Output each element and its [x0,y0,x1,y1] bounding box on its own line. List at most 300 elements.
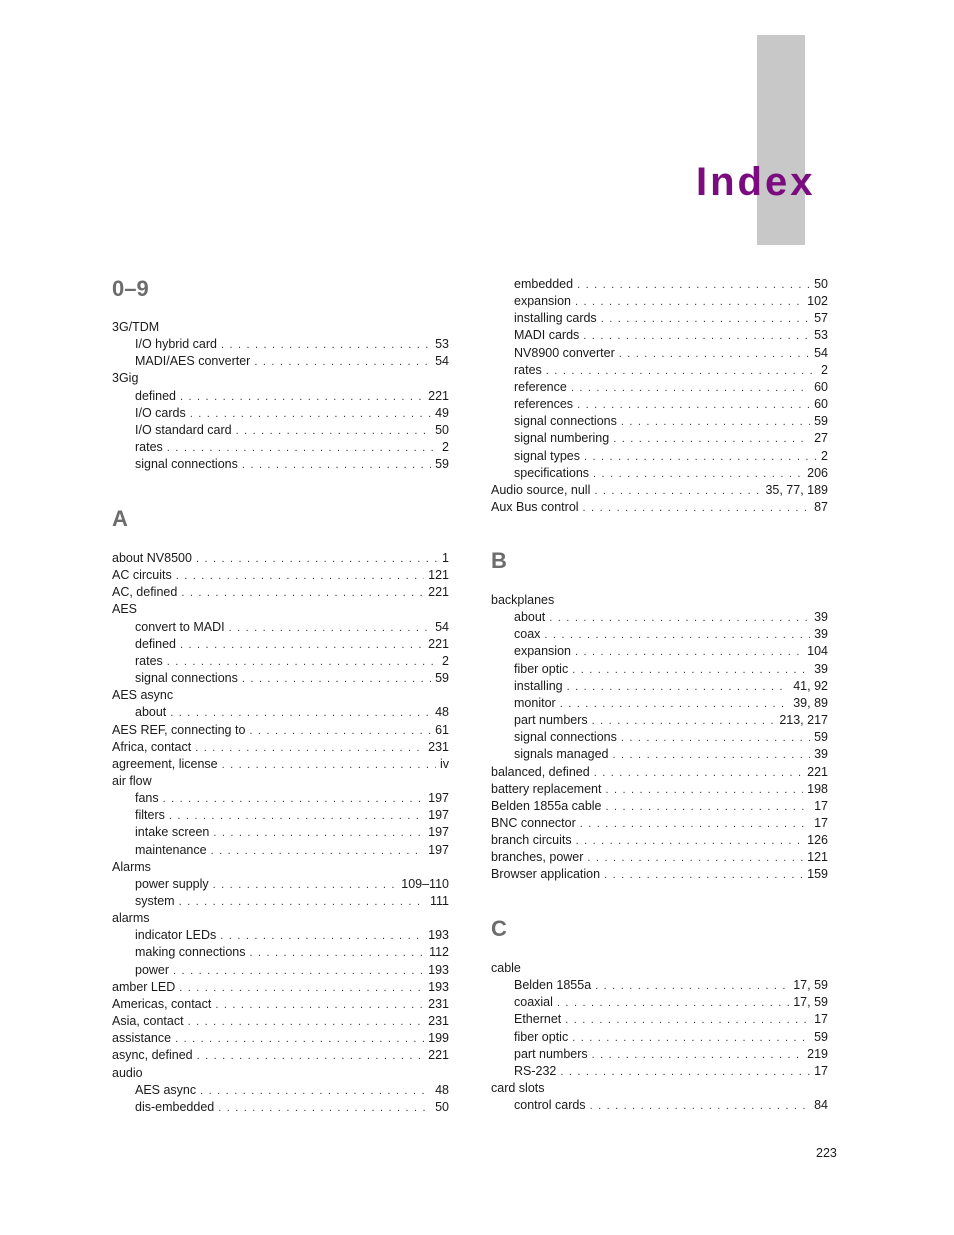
index-entry [491,815,828,832]
dot-leader [221,337,431,354]
index-term: Belden 1855a cable [491,798,602,813]
index-page-ref[interactable]: 193 [428,979,449,994]
index-page-ref[interactable]: 221 [428,585,449,600]
index-subentry [135,388,449,405]
index-term: battery replacement [491,781,602,796]
index-subentry [135,456,449,473]
section-heading-c: C [491,916,507,941]
dot-leader [173,963,424,980]
dot-leader [179,980,424,997]
index-term: Alarms [112,859,151,874]
index-subentry [135,336,449,353]
index-page-ref[interactable]: 27 [814,431,828,446]
index-subentry [135,807,449,824]
index-subentry [514,413,828,430]
index-term: fans [135,791,159,806]
index-page-ref[interactable]: 221 [428,1048,449,1063]
index-subentry [514,643,828,660]
index-page-ref[interactable]: 39 [814,610,828,625]
dot-leader [593,466,803,483]
dot-leader [595,978,789,995]
index-term: branch circuits [491,833,572,848]
dot-leader [213,877,398,894]
index-subentry [135,842,449,859]
index-entry [491,798,828,815]
dot-leader [592,1047,803,1064]
dot-leader [621,730,810,747]
index-page-ref[interactable]: 84 [814,1098,828,1113]
index-term: AES [112,602,138,617]
dot-leader [577,277,810,294]
index-page-ref[interactable]: 49 [435,405,449,420]
dot-leader [180,637,424,654]
index-page-ref[interactable]: 41, 92 [793,678,828,693]
index-subentry [135,653,449,670]
index-page-ref[interactable]: 60 [814,379,828,394]
index-term: reference [514,379,567,394]
index-term: about NV8500 [112,551,192,565]
index-subentry [135,619,449,636]
index-page-ref[interactable]: 48 [435,705,449,720]
index-term: MADI cards [514,328,580,343]
dot-leader [218,1100,431,1117]
index-page-ref[interactable]: 35, 77, 189 [765,482,828,497]
index-term: Audio source, null [491,482,591,497]
index-page-ref[interactable]: 17 [814,1063,828,1078]
dot-leader [222,757,436,774]
dot-leader [249,945,425,962]
index-entry [112,319,449,336]
index-entry [112,1030,449,1047]
index-subentry [514,396,828,413]
index-page-ref[interactable]: 17 [814,798,828,813]
index-page-ref[interactable]: 2 [442,440,449,455]
index-term: signal connections [514,730,617,745]
index-page-ref[interactable]: 17 [814,1012,828,1027]
dot-leader [557,995,789,1012]
index-page-ref[interactable]: 57 [814,311,828,326]
index-subentry [135,790,449,807]
dot-leader [163,791,425,808]
index-page-ref[interactable]: 126 [807,833,828,848]
index-term: control cards [514,1098,586,1113]
dot-leader [215,997,424,1014]
dot-leader [169,808,424,825]
index-page-ref[interactable]: 17, 59 [793,995,828,1010]
index-page-ref[interactable]: 48 [435,1082,449,1097]
dot-leader [605,782,803,799]
index-term: fiber optic [514,661,569,676]
index-subentry [514,746,828,763]
index-term: indicator LEDs [135,928,217,943]
index-page-ref[interactable]: 159 [807,867,828,882]
index-page-ref[interactable]: 112 [429,945,449,960]
index-page-ref[interactable]: 17 [814,815,828,830]
index-subentry [135,636,449,653]
index-term: signal connections [135,671,238,686]
index-page-ref[interactable]: 87 [814,499,828,514]
index-page-ref[interactable]: 104 [807,644,828,659]
section-heading-0-9: 0–9 [112,276,149,301]
index-page-ref[interactable]: 53 [814,328,828,343]
index-term: signal types [514,448,581,463]
index-subentry [514,661,828,678]
index-subentry [514,695,828,712]
index-term: rates [135,653,163,668]
index-entry [491,499,828,516]
index-term: part numbers [514,1046,588,1061]
index-term: Aux Bus control [491,499,579,514]
index-entry [491,832,828,849]
dot-leader [188,1014,425,1031]
index-subentry [135,824,449,841]
index-subentry [514,977,828,994]
index-subentry [135,1082,449,1099]
index-term: AES async [135,1082,197,1097]
index-page-ref[interactable]: 219 [807,1046,828,1061]
index-term: 3Gig [112,371,139,386]
index-subentry [514,712,828,729]
index-subentry [514,1063,828,1080]
dot-leader [190,406,431,423]
dot-leader [211,843,425,860]
index-page-ref[interactable]: 39 [814,627,828,642]
index-term: filters [135,808,165,823]
index-term: amber LED [112,979,176,994]
dot-leader [572,1030,810,1047]
dot-leader [170,705,431,722]
index-page-ref[interactable]: 197 [428,825,449,840]
index-term: Browser application [491,867,601,882]
index-page-ref[interactable]: 50 [435,422,449,437]
index-subentry [135,1099,449,1116]
index-page-ref[interactable]: 121 [807,850,828,865]
dot-leader [592,713,776,730]
index-term: expansion [514,294,571,309]
dot-leader [197,1048,425,1065]
dot-leader [544,627,810,644]
dot-leader [546,363,817,380]
index-term: AC circuits [112,568,172,583]
index-term: monitor [514,695,556,710]
index-subentry [514,626,828,643]
index-page-ref[interactable]: 102 [807,294,828,309]
index-subentry [514,994,828,1011]
index-subentry [514,293,828,310]
dot-leader [195,740,424,757]
dot-leader [565,1012,810,1029]
index-term: coaxial [514,995,553,1010]
index-subentry [514,609,828,626]
dot-leader [621,414,810,431]
index-page-ref[interactable]: 109–110 [401,876,449,891]
index-subentry [514,678,828,695]
index-entry [491,781,828,798]
index-term: I/O standard card [135,422,232,437]
index-entry [112,910,449,927]
index-page-ref[interactable]: 59 [814,730,828,745]
index-term: system [135,894,175,908]
index-term: power [135,962,170,977]
index-page-ref[interactable]: 39 [814,661,828,676]
index-page-ref[interactable]: 50 [435,1099,449,1114]
index-subentry [514,327,828,344]
index-entry [112,567,449,584]
index-page-ref[interactable]: 231 [428,996,449,1011]
dot-leader [213,825,424,842]
index-entry [112,859,449,876]
index-term: 3G/TDM [112,320,160,334]
index-page-ref[interactable]: 231 [428,1014,449,1029]
index-term: rates [135,440,163,455]
index-page-ref[interactable]: 59 [435,671,449,686]
index-subentry [514,362,828,379]
index-subentry [514,448,828,465]
index-page-ref[interactable]: 231 [428,739,449,754]
index-term: backplanes [491,593,555,607]
index-term: installing [514,678,563,693]
index-term: air flow [112,773,152,788]
index-subentry [514,1046,828,1063]
dot-leader [571,380,810,397]
index-subentry [514,430,828,447]
index-term: fiber optic [514,1029,569,1044]
dot-leader [236,423,432,440]
index-subentry [514,1097,828,1114]
index-term: assistance [112,1031,172,1046]
dot-leader [606,799,811,816]
dot-leader [180,389,424,406]
index-term: card slots [491,1081,545,1096]
dot-leader [594,765,803,782]
page-title: Index [696,160,816,204]
dot-leader [575,644,803,661]
dot-leader [613,747,811,764]
dot-leader [229,620,431,637]
index-term: AES async [112,688,174,703]
index-term: Africa, contact [112,739,192,754]
index-page-ref[interactable]: 111 [429,894,449,908]
dot-leader [254,354,431,371]
index-entry [112,687,449,704]
index-entry [112,601,449,618]
index-entry [491,482,828,499]
index-entry [112,979,449,996]
index-page-ref[interactable]: 197 [428,842,449,857]
index-term: about [135,705,167,720]
index-subentry [514,276,828,293]
index-page-ref[interactable]: 2 [821,448,828,463]
index-page-ref[interactable]: 221 [428,388,449,403]
dot-leader [590,1098,811,1115]
index-term: expansion [514,644,571,659]
index-term: signal numbering [514,431,610,446]
index-page-ref[interactable]: 1 [442,551,449,565]
dot-leader [576,833,804,850]
index-subentry [135,876,449,893]
index-term: agreement, license [112,756,218,771]
index-term: MADI/AES converter [135,354,251,369]
dot-leader [167,440,438,457]
index-term: cable [491,961,521,975]
dot-leader [567,679,790,696]
index-subentry [135,944,449,961]
dot-leader [583,500,811,517]
index-entry [112,370,449,387]
index-page-ref[interactable]: 199 [428,1031,449,1046]
index-term: NV8900 converter [514,345,615,360]
index-subentry [135,962,449,979]
index-term: audio [112,1065,143,1080]
index-page-ref[interactable]: 61 [435,722,449,737]
index-subentry [135,353,449,370]
index-entry [491,1080,828,1097]
dot-leader [619,346,810,363]
index-page-ref[interactable]: 2 [442,653,449,668]
index-term: I/O cards [135,405,186,420]
index-term: RS-232 [514,1063,557,1078]
index-page-ref[interactable]: 39 [814,747,828,762]
dot-leader [577,397,810,414]
index-term: defined [135,636,177,651]
index-term: Asia, contact [112,1014,184,1029]
dot-leader [549,610,810,627]
index-subentry [514,379,828,396]
dot-leader [587,850,803,867]
index-term: specifications [514,465,590,480]
index-page-ref[interactable]: 121 [428,568,449,583]
dot-leader [176,568,424,585]
index-term: signal connections [135,457,238,472]
index-term: rates [514,362,542,377]
index-subentry [514,310,828,327]
index-entry [112,756,449,773]
index-page-ref[interactable]: 221 [807,764,828,779]
index-page-ref[interactable]: 197 [428,808,449,823]
dot-leader [560,1064,810,1081]
index-term: power supply [135,876,209,891]
index-subentry [135,704,449,721]
index-term: maintenance [135,842,207,857]
index-page-ref[interactable]: 60 [814,397,828,412]
index-subentry [514,729,828,746]
index-entry [112,550,449,567]
index-subentry [135,670,449,687]
index-page-ref[interactable]: 197 [428,791,449,806]
index-term: references [514,397,574,412]
index-term: balanced, defined [491,764,590,779]
chapter-tab-bar [757,35,805,245]
dot-leader [575,294,803,311]
index-term: Belden 1855a [514,978,592,993]
index-page-ref[interactable]: 59 [814,1029,828,1044]
index-entry [491,866,828,883]
index-page-ref[interactable]: 17, 59 [793,978,828,993]
index-term: coax [514,627,541,642]
section-heading-a: A [112,506,128,531]
dot-leader [249,723,431,740]
index-term: Ethernet [514,1012,562,1027]
index-subentry [135,927,449,944]
index-term: I/O hybrid card [135,337,217,352]
index-subentry [135,439,449,456]
index-term: part numbers [514,713,588,728]
index-entry [112,996,449,1013]
dot-leader [175,1031,424,1048]
index-page-ref[interactable]: 39, 89 [793,695,828,710]
dot-leader [604,867,803,884]
index-page-ref[interactable]: 54 [435,619,449,634]
index-entry [112,1065,449,1082]
index-entry [491,849,828,866]
index-page-ref[interactable]: 193 [428,962,449,977]
index-entry [112,722,449,739]
index-term: signal connections [514,414,617,429]
dot-leader [583,328,810,345]
index-page-ref[interactable]: 59 [435,457,449,472]
index-term: AES REF, connecting to [112,722,246,737]
dot-leader [181,585,424,602]
dot-leader [580,816,810,833]
dot-leader [242,457,431,474]
index-entry [491,764,828,781]
index-entry [112,1047,449,1064]
dot-leader [200,1083,431,1100]
index-page-ref[interactable]: 53 [435,337,449,352]
index-page-ref[interactable]: 206 [807,465,828,480]
index-term: AC, defined [112,585,178,600]
section-heading-b: B [491,548,507,573]
dot-leader [242,671,431,688]
index-page-ref[interactable]: 198 [807,781,828,796]
index-entry [112,773,449,790]
dot-leader [220,928,424,945]
index-page-ref[interactable]: 213, 217 [779,713,828,728]
index-entry [112,1013,449,1030]
index-page-ref[interactable]: 221 [428,636,449,651]
index-page-ref[interactable]: 59 [814,414,828,429]
index-subentry [514,345,828,362]
index-page-ref[interactable]: 54 [814,345,828,360]
index-term: Americas, contact [112,996,212,1011]
index-subentry [135,422,449,439]
index-term: installing cards [514,311,597,326]
index-page-ref[interactable]: 193 [428,928,449,943]
page-number: 223 [816,1146,837,1160]
index-subentry [135,893,449,910]
index-entry [112,739,449,756]
index-term: making connections [135,945,246,960]
index-page-ref[interactable]: 2 [821,362,828,377]
index-term: BNC connector [491,815,576,830]
index-page-ref[interactable]: 54 [435,354,449,369]
index-entry [112,584,449,601]
dot-leader [613,431,810,448]
index-term: about [514,610,546,625]
index-entry [491,592,828,609]
dot-leader [572,662,810,679]
dot-leader [560,696,790,713]
index-term: branches, power [491,850,584,865]
index-term: intake screen [135,825,210,840]
index-term: defined [135,388,177,403]
index-page-ref[interactable]: 50 [814,277,828,291]
index-term: alarms [112,911,150,926]
index-term: async, defined [112,1048,193,1063]
index-term: embedded [514,277,574,291]
index-entry [491,960,828,977]
index-page-ref[interactable]: iv [439,756,449,771]
